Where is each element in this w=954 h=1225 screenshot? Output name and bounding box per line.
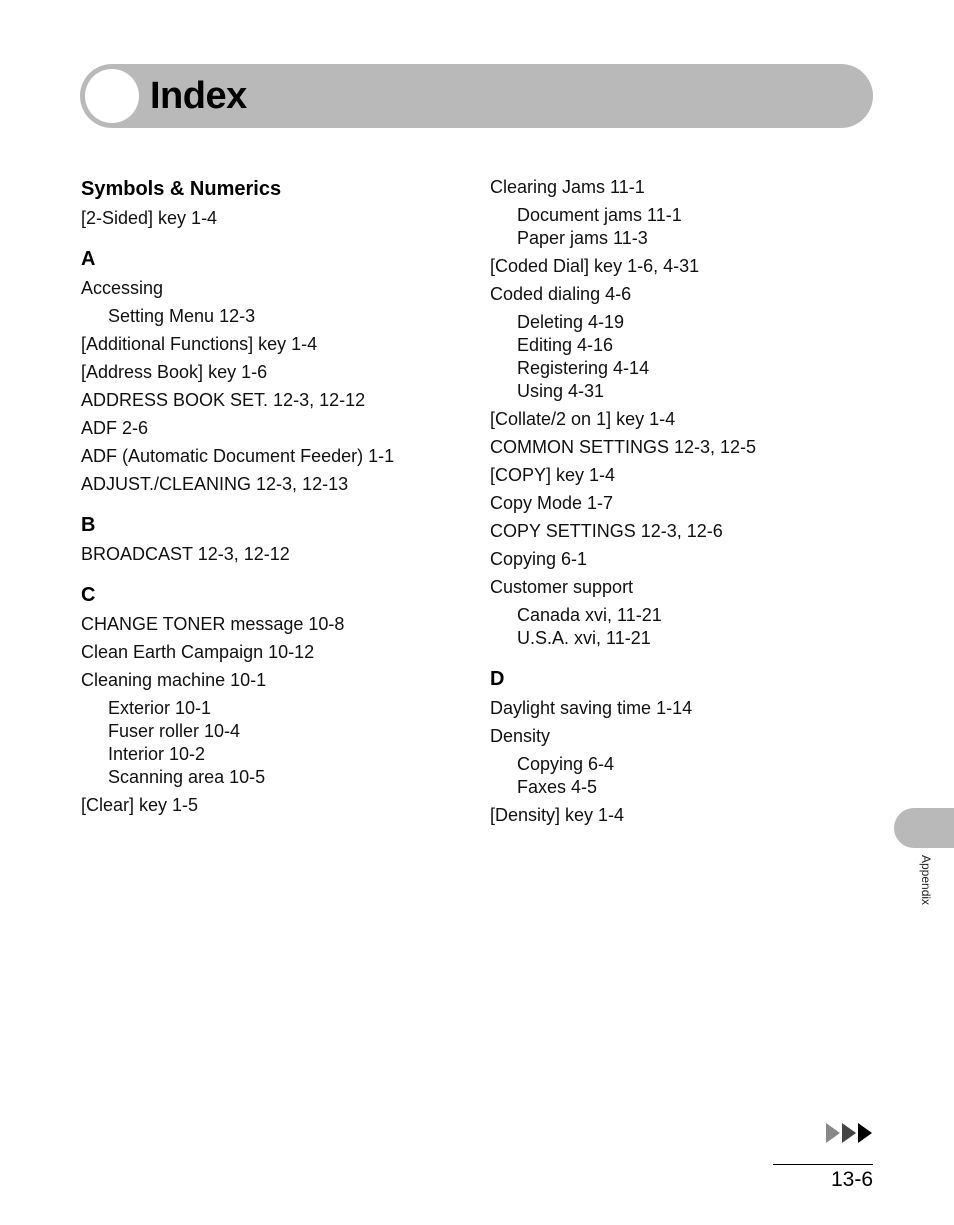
section-heading: C xyxy=(81,584,96,606)
index-entry: Coded dialing 4-6 xyxy=(490,284,632,304)
index-entry: BROADCAST 12-3, 12-12 xyxy=(81,544,290,564)
section-heading: D xyxy=(490,668,505,690)
index-subentry: U.S.A. xvi, 11-21 xyxy=(517,628,651,648)
index-entry: [Clear] key 1-5 xyxy=(81,795,199,815)
index-entry: Copying 6-1 xyxy=(490,549,588,569)
index-column-left xyxy=(81,176,461,817)
index-entry: [Coded Dial] key 1-6, 4-31 xyxy=(490,256,700,276)
index-entry: [Collate/2 on 1] key 1-4 xyxy=(490,409,676,429)
index-subentry: Scanning area 10-5 xyxy=(108,767,266,787)
side-tab-label: Appendix xyxy=(919,855,933,906)
index-subentry: Paper jams 11-3 xyxy=(517,228,648,248)
index-entry: [COPY] key 1-4 xyxy=(490,465,616,485)
index-subentry: Interior 10-2 xyxy=(108,744,206,764)
index-subentry: Editing 4-16 xyxy=(517,335,614,355)
section-heading: B xyxy=(81,514,96,536)
index-subentry: Using 4-31 xyxy=(517,381,605,401)
index-subentry: Exterior 10-1 xyxy=(108,698,212,718)
index-subentry: Deleting 4-19 xyxy=(517,312,625,332)
index-subentry: Document jams 11-1 xyxy=(517,205,682,225)
index-entry: [Address Book] key 1-6 xyxy=(81,362,268,382)
index-subentry: Canada xvi, 11-21 xyxy=(517,605,662,625)
index-entry: COMMON SETTINGS 12-3, 12-5 xyxy=(490,437,757,457)
index-subentry: Copying 6-4 xyxy=(517,754,615,774)
index-entry: ADJUST./CLEANING 12-3, 12-13 xyxy=(81,474,349,494)
title-circle-decoration xyxy=(85,69,139,123)
index-subentry: Registering 4-14 xyxy=(517,358,650,378)
arrow-3 xyxy=(858,1123,872,1143)
section-heading: Symbols & Numerics xyxy=(81,178,282,200)
index-entry: Daylight saving time 1-14 xyxy=(490,698,693,718)
arrow-2 xyxy=(842,1123,856,1143)
index-entry: ADDRESS BOOK SET. 12-3, 12-12 xyxy=(81,390,366,410)
index-entry: ADF (Automatic Document Feeder) 1-1 xyxy=(81,446,395,466)
page-number: 13-6 xyxy=(830,1168,873,1191)
index-entry: ADF 2-6 xyxy=(81,418,149,438)
index-entry: [Density] key 1-4 xyxy=(490,805,625,825)
index-entry: Copy Mode 1-7 xyxy=(490,493,614,513)
index-entry: COPY SETTINGS 12-3, 12-6 xyxy=(490,521,723,541)
appendix-side-tab xyxy=(894,808,954,848)
page-title: Index xyxy=(150,75,247,117)
index-entry: Cleaning machine 10-1 xyxy=(81,670,267,690)
title-bar xyxy=(80,64,873,128)
continue-arrows-icon xyxy=(826,1122,876,1144)
index-entry: Accessing xyxy=(81,278,164,298)
index-subentry: Fuser roller 10-4 xyxy=(108,721,241,741)
index-column-right xyxy=(490,176,870,827)
index-subentry: Faxes 4-5 xyxy=(517,777,598,797)
index-entry: Clean Earth Campaign 10-12 xyxy=(81,642,315,662)
footer-rule xyxy=(773,1164,873,1165)
index-entry: Customer support xyxy=(490,577,634,597)
index-entry: Density xyxy=(490,726,551,746)
index-entry: CHANGE TONER message 10-8 xyxy=(81,614,345,634)
index-entry: [Additional Functions] key 1-4 xyxy=(81,334,318,354)
arrow-1 xyxy=(826,1123,840,1143)
index-subentry: Setting Menu 12-3 xyxy=(108,306,256,326)
index-entry: [2-Sided] key 1-4 xyxy=(81,208,218,228)
section-heading: A xyxy=(81,248,96,270)
index-entry: Clearing Jams 11-1 xyxy=(490,177,645,197)
